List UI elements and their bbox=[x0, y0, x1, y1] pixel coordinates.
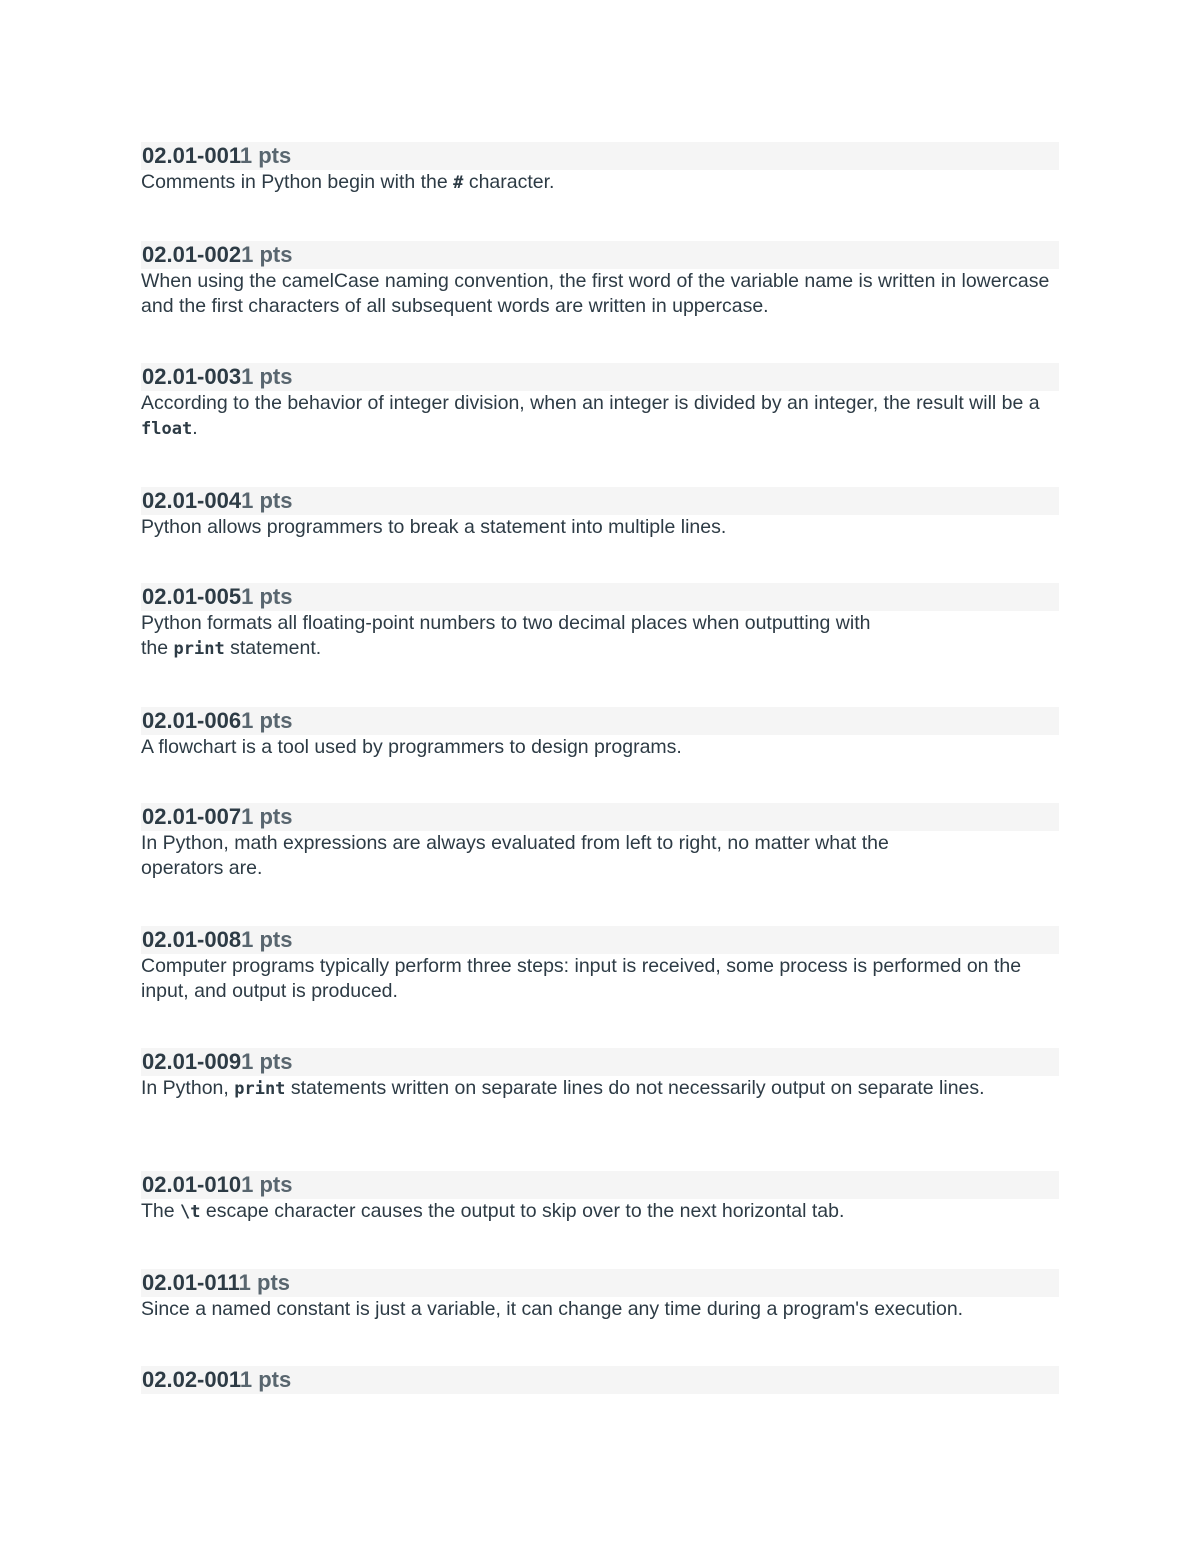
inline-code: float bbox=[141, 419, 193, 439]
question-item bbox=[141, 363, 1059, 442]
question-item bbox=[141, 1269, 1059, 1322]
question-points: 1 pts bbox=[241, 242, 293, 267]
question-points: 1 pts bbox=[238, 1270, 291, 1295]
question-points: 1 pts bbox=[239, 1367, 292, 1392]
question-item bbox=[141, 583, 1059, 662]
question-text bbox=[141, 1076, 1059, 1102]
question-text-segment: Comments in Python begin with the bbox=[141, 171, 454, 193]
question-item bbox=[141, 1048, 1059, 1102]
question-item bbox=[141, 142, 1059, 196]
question-item bbox=[141, 487, 1059, 540]
question-text-segment: According to the behavior of integer division, when an integer is divided by an integer, the result will be a bbox=[141, 392, 1040, 414]
inline-code: print bbox=[173, 639, 225, 659]
question-number: 02.01-008 bbox=[142, 927, 242, 952]
question-header bbox=[141, 1269, 1059, 1297]
question-text bbox=[141, 1297, 1059, 1322]
question-text-segment: Since a named constant is just a variable, it can change any time during a program's execution. bbox=[141, 1298, 964, 1320]
question-header bbox=[141, 1171, 1059, 1199]
question-item bbox=[141, 1171, 1059, 1225]
question-header bbox=[141, 1048, 1059, 1076]
question-text-segment: Python allows programmers to break a statement into multiple lines. bbox=[141, 516, 727, 538]
question-number: 02.01-001 bbox=[142, 143, 240, 168]
question-header bbox=[141, 926, 1059, 954]
question-text-segment: escape character causes the output to skip over to the next horizontal tab. bbox=[200, 1200, 845, 1222]
question-text bbox=[141, 170, 1059, 196]
question-number: 02.01-007 bbox=[142, 804, 242, 829]
inline-code: # bbox=[453, 173, 464, 193]
question-number: 02.01-003 bbox=[142, 364, 242, 389]
question-text-segment: the bbox=[141, 637, 174, 659]
question-text bbox=[141, 391, 1059, 442]
question-points: 1 pts bbox=[241, 584, 293, 609]
question-text-segment: statements written on separate lines do not necessarily output on separate lines. bbox=[285, 1077, 985, 1099]
question-points: 1 pts bbox=[241, 1049, 293, 1074]
question-number: 02.01-002 bbox=[142, 242, 242, 267]
question-text bbox=[141, 1199, 1059, 1225]
question-item bbox=[141, 803, 1059, 881]
question-header bbox=[141, 487, 1059, 515]
question-number: 02.02-001 bbox=[142, 1367, 240, 1392]
question-number: 02.01-005 bbox=[142, 584, 242, 609]
question-item bbox=[141, 707, 1059, 760]
question-item bbox=[141, 1366, 1059, 1394]
question-text-segment: Python formats all floating-point numbers to two decimal places when outputting with bbox=[141, 612, 871, 634]
question-text-segment: statement. bbox=[224, 637, 322, 659]
inline-code: \t bbox=[180, 1202, 201, 1222]
question-text-segment: When using the camelCase naming convention, the first word of the variable name is written in lowercase and the first characters of all subsequent words are written in uppercase. bbox=[141, 270, 1050, 317]
question-header bbox=[141, 803, 1059, 831]
question-text-segment: . bbox=[192, 417, 198, 439]
question-text bbox=[141, 735, 1059, 760]
question-text bbox=[141, 954, 1059, 1004]
question-points: 1 pts bbox=[239, 143, 292, 168]
question-header bbox=[141, 363, 1059, 391]
question-number: 02.01-004 bbox=[142, 488, 242, 513]
question-text-segment: Computer programs typically perform three steps: input is received, some process is performed on the input, and output is produced. bbox=[141, 955, 1022, 1002]
question-header bbox=[141, 241, 1059, 269]
question-text-segment: character. bbox=[463, 171, 555, 193]
question-text-segment: operators are. bbox=[141, 857, 263, 879]
question-text-segment: A flowchart is a tool used by programmers to design programs. bbox=[141, 736, 682, 758]
question-text-segment: The bbox=[141, 1200, 181, 1222]
question-text bbox=[141, 515, 1059, 540]
inline-code: print bbox=[234, 1079, 286, 1099]
question-number: 02.01-011 bbox=[142, 1270, 239, 1295]
question-item bbox=[141, 926, 1059, 1004]
question-text bbox=[141, 831, 1059, 881]
question-points: 1 pts bbox=[241, 488, 293, 513]
question-text bbox=[141, 611, 1059, 662]
question-number: 02.01-006 bbox=[142, 708, 242, 733]
question-item bbox=[141, 241, 1059, 319]
question-header bbox=[141, 1366, 1059, 1394]
question-points: 1 pts bbox=[241, 927, 293, 952]
question-text bbox=[141, 269, 1059, 319]
question-points: 1 pts bbox=[241, 708, 293, 733]
question-header bbox=[141, 707, 1059, 735]
question-number: 02.01-010 bbox=[142, 1172, 242, 1197]
question-text-segment: In Python, bbox=[141, 1077, 235, 1099]
question-header bbox=[141, 583, 1059, 611]
question-points: 1 pts bbox=[241, 804, 293, 829]
question-header bbox=[141, 142, 1059, 170]
question-points: 1 pts bbox=[241, 1172, 293, 1197]
question-text-segment: In Python, math expressions are always evaluated from left to right, no matter what the bbox=[141, 832, 889, 854]
question-number: 02.01-009 bbox=[142, 1049, 242, 1074]
question-points: 1 pts bbox=[241, 364, 293, 389]
